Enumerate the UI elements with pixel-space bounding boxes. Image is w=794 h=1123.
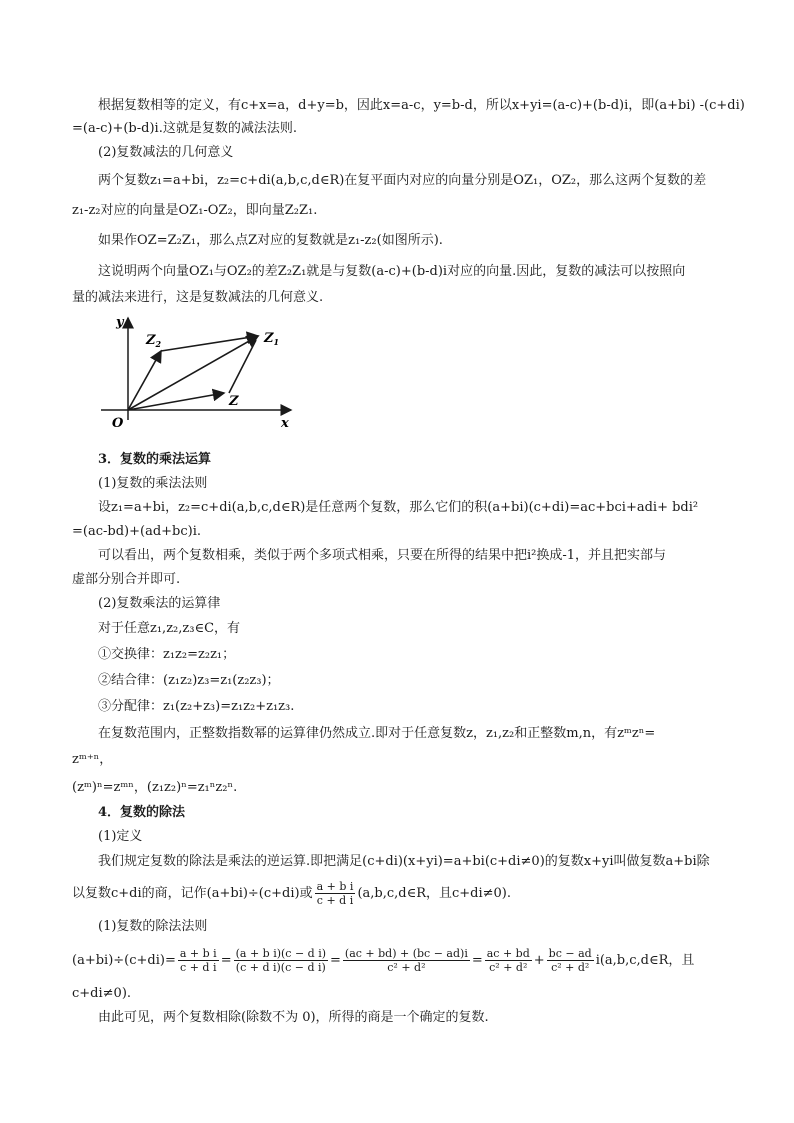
text-line: zᵐ⁺ⁿ， [72, 752, 113, 767]
axis-x-label: x [281, 416, 289, 431]
text-line: 根据复数相等的定义，有c+x=a，d+y=b，因此x=a-c，y=b-d，所以x+yi=(a-c)+(b-d)i，即(a+bi) -(c+di) [98, 98, 745, 113]
fraction: $\frac{\text{a + b i}}{\text{c + d i}}$ [316, 880, 354, 907]
text-line: 如果作OZ=Z₂Z₁，那么点Z对应的复数就是z₁-z₂(如图所示). [98, 233, 443, 248]
text-line: 我们规定复数的除法是乘法的逆运算.即把满足(c+di)(x+yi)=a+bi(c+di≠0)的复数x+yi叫做复数a+bi除 [98, 854, 710, 869]
subheading: (2)复数减法的几何意义 [98, 145, 234, 160]
text-line: 设z₁=a+bi，z₂=c+di(a,b,c,d∈R)是任意两个复数，那么它们的积(a+bi)(c+di)=ac+bci+adi+ bdi² [98, 500, 699, 515]
point-z1-label: $Z_1$ [264, 331, 280, 347]
text-line: c+di≠0). [72, 986, 132, 1001]
fraction: $\frac{ac + bd}{\text{c² + d²}}$ [486, 947, 530, 974]
text-line: =(a-c)+(b-d)i.这就是复数的减法法则. [72, 121, 297, 136]
text-line-with-fraction: 以复数c+di的商，记作(a+bi)÷(c+di)或 $\frac{\text{a + b i}}{\text{c + d i}}$ (a,b,c,d∈R，且c+di≠0). [72, 880, 512, 907]
subheading: (1)复数的除法法则 [98, 919, 208, 934]
point-z2-label: $Z_2$ [146, 333, 162, 349]
fraction: $\frac{bc - ad}{\text{c² + d²}}$ [548, 947, 592, 974]
text-line: 两个复数z₁=a+bi，z₂=c+di(a,b,c,d∈R)在复平面内对应的向量分别是OZ₁，OZ₂，那么这两个复数的差 [98, 173, 707, 188]
fraction: $\frac{(ac + bd) + (bc - ad)i}{\text{c² + d²}}$ [344, 947, 468, 974]
division-formula: (a+bi)÷(c+di)= $\frac{\text{a + b i}}{\text{c + d i}}$ = $\frac{\text{(a + b i)(c − d i)}}{\text{(c + d i)(c − d i)}}$ = $\frac{(ac + bd) + (bc - ad)i}{\text{c² + d²}}$ = $\frac{ac + bd}{\text{c² + d²}}$ + $\frac{bc - ad}{\text{c² + d²}}$ i(a,b,c,d∈R，且 [72, 947, 695, 974]
fraction: $\frac{\text{a + b i}}{\text{c + d i}}$ [179, 947, 217, 974]
subheading: (1)复数的乘法法则 [98, 476, 208, 491]
law-distributive: ③分配律：z₁(z₂+z₃)=z₁z₂+z₁z₃. [98, 699, 295, 714]
text-line: z₁-z₂对应的向量是OZ₁-OZ₂，即向量Z₂Z₁. [72, 203, 318, 218]
section-heading-division: 4．复数的除法 [98, 805, 186, 820]
text-line: 可以看出，两个复数相乘，类似于两个多项式相乘，只要在所得的结果中把i²换成-1，并且把实部与 [98, 548, 667, 563]
law-associative: ②结合律：(z₁z₂)z₃=z₁(z₂z₃)； [98, 673, 280, 688]
vector-subtraction-figure [96, 310, 306, 435]
segment-zz1 [229, 340, 256, 393]
origin-label: O [112, 416, 124, 431]
subheading: (2)复数乘法的运算律 [98, 596, 221, 611]
law-commutative: ①交换律：z₁z₂=z₂z₁； [98, 647, 236, 662]
text-line: =(ac-bd)+(ad+bc)i. [72, 524, 201, 539]
text-line: 这说明两个向量OZ₁与OZ₂的差Z₂Z₁就是与复数(a-c)+(b-d)i对应的向量.因此，复数的减法可以按照向 [98, 264, 686, 279]
subheading: (1)定义 [98, 829, 143, 844]
section-heading-multiplication: 3．复数的乘法运算 [98, 452, 212, 467]
point-z-label: Z [229, 394, 239, 409]
text-line: 由此可见，两个复数相除(除数不为 0)，所得的商是一个确定的复数. [98, 1010, 489, 1025]
text-line: 虚部分别合并即可. [72, 572, 181, 587]
text-line: 在复数范围内，正整数指数幂的运算律仍然成立.即对于任意复数z，z₁,z₂和正整数m,n，有zᵐzⁿ= [98, 726, 656, 741]
axis-y-label: y [116, 315, 124, 330]
text-line: 对于任意z₁,z₂,z₃∈C，有 [98, 621, 241, 636]
fraction: $\frac{\text{(a + b i)(c − d i)}}{\text{(c + d i)(c − d i)}}$ [235, 947, 327, 974]
text-line: 量的减法来进行，这是复数减法的几何意义. [72, 290, 324, 305]
text-line: (zᵐ)ⁿ=zᵐⁿ，(z₁z₂)ⁿ=z₁ⁿz₂ⁿ. [72, 780, 238, 795]
